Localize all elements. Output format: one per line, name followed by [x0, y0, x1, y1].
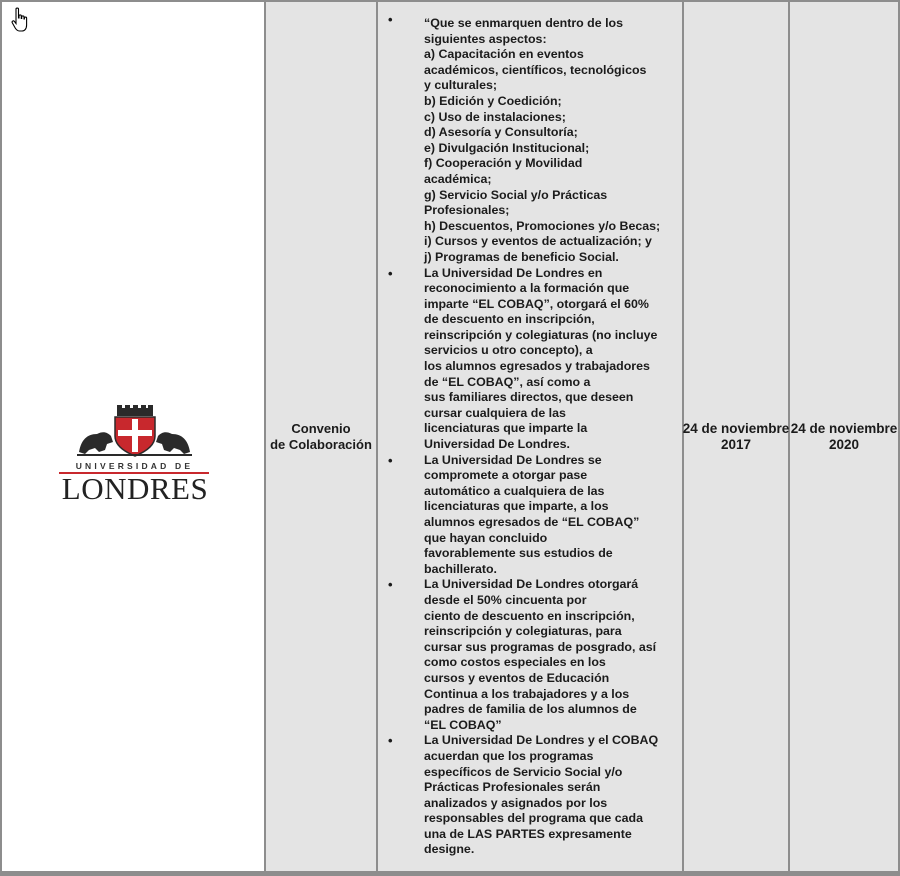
aspect-line: reinscripción y colegiaturas (no incluye	[424, 327, 658, 342]
aspect-line: • La Universidad De Londres se	[424, 452, 602, 467]
end-date-cell	[790, 2, 898, 871]
end-date-line: 24 de noviembre	[790, 420, 898, 436]
list-item	[378, 453, 682, 578]
aspect-line: b) Edición y Coedición;	[424, 93, 562, 108]
aspect-line: licenciaturas que imparte, a los	[424, 499, 609, 514]
aspect-line: académicos, científicos, tecnológicos	[424, 62, 647, 77]
university-crest-icon	[57, 404, 212, 460]
start-date-line: 24 de noviembre	[682, 420, 790, 436]
aspect-line: • “Que se enmarquen dentro de los	[424, 16, 623, 30]
aspect-line: Profesionales;	[424, 203, 510, 218]
aspect-line: servicios u otro concepto), a	[424, 343, 593, 358]
list-item	[378, 733, 682, 858]
aspect-line: g) Servicio Social y/o Prácticas	[424, 187, 608, 202]
aspect-line: los alumnos egresados y trabajadores	[424, 359, 650, 374]
aspect-line: cursar cualquiera de las	[424, 405, 566, 420]
aspect-line: c) Uso de instalaciones;	[424, 109, 566, 124]
aspect-line: alumnos egresados de “EL COBAQ”	[424, 515, 640, 529]
end-date-line: 2020	[828, 436, 860, 452]
aspect-line: imparte “EL COBAQ”, otorgará el 60%	[424, 296, 649, 311]
aspect-line: favorablemente sus estudios de	[424, 546, 613, 561]
logo-wordmark: LONDRES	[61, 471, 209, 506]
aspect-line: de “EL COBAQ”, así como a	[424, 374, 591, 389]
aspect-line: i) Cursos y eventos de actualización; y	[424, 234, 652, 249]
aspect-line: Continua a los trabajadores y a los	[424, 686, 630, 701]
university-logo	[57, 404, 212, 506]
aspect-line: desde el 50% cincuenta por	[424, 592, 587, 607]
aspect-line: e) Divulgación Institucional;	[424, 140, 590, 155]
agreement-type-line: de Colaboración	[270, 436, 372, 452]
aspect-line: Prácticas Profesionales serán	[424, 780, 601, 795]
aspect-line: sus familiares directos, que deseen	[424, 390, 634, 405]
aspect-line: “EL COBAQ”	[424, 717, 502, 732]
start-date-cell	[684, 2, 788, 871]
aspects-list	[378, 2, 682, 858]
aspect-line: que hayan concluido	[424, 530, 548, 545]
aspect-line: de descuento en inscripción,	[424, 312, 595, 327]
aspect-line: y culturales;	[424, 78, 497, 93]
aspect-line: licenciaturas que imparte la	[424, 421, 588, 436]
aspect-line: d) Asesoría y Consultoría;	[424, 125, 578, 140]
aspect-line: compromete a otorgar pase	[424, 468, 588, 483]
aspect-line: ciento de descuento en inscripción,	[424, 608, 635, 623]
university-label: UNIVERSIDAD DE	[75, 461, 194, 471]
logo-cell	[2, 2, 264, 871]
aspect-line: Universidad De Londres.	[424, 437, 570, 452]
aspect-line: • La Universidad De Londres en	[424, 265, 603, 280]
aspect-line: a) Capacitación en eventos	[424, 47, 584, 62]
aspect-line: j) Programas de beneficio Social.	[424, 249, 619, 264]
aspect-line: como costos especiales en los	[424, 655, 606, 670]
aspect-line: específicos de Servicio Social y/o	[424, 764, 623, 779]
aspect-line: reinscripción y colegiaturas, para	[424, 624, 622, 639]
aspect-line: automático a cualquiera de las	[424, 483, 605, 498]
start-date-line: 2017	[720, 436, 752, 452]
aspect-line: bachillerato.	[424, 561, 497, 576]
end-date	[791, 421, 898, 453]
aspect-line: siguientes aspectos:	[424, 31, 547, 46]
aspect-line: f) Cooperación y Movilidad	[424, 156, 583, 171]
aspect-line: cursos y eventos de Educación	[424, 670, 610, 685]
aspect-line: acuerdan que los programas	[424, 748, 594, 763]
aspect-line: designe.	[424, 842, 475, 857]
aspect-line: académica;	[424, 171, 492, 186]
start-date	[683, 421, 790, 453]
aspect-line: • La Universidad De Londres y el COBAQ	[424, 733, 659, 748]
aspect-line: responsables del programa que cada	[424, 811, 643, 826]
aspect-line: reconocimiento a la formación que	[424, 281, 630, 296]
aspect-line: h) Descuentos, Promociones y/o Becas;	[424, 218, 661, 233]
aspects-cell	[378, 2, 682, 871]
aspect-line: • La Universidad De Londres otorgará	[424, 577, 639, 592]
agreement-type-cell	[266, 2, 376, 871]
list-item	[378, 266, 682, 453]
agreement-type-line: Convenio	[291, 420, 351, 436]
hand-pointer-icon	[10, 7, 32, 35]
agreement-type	[270, 421, 372, 453]
aspect-line: cursar sus programas de posgrado, así	[424, 639, 657, 654]
aspect-line: analizados y asignados por los	[424, 795, 608, 810]
list-item	[378, 12, 682, 266]
aspect-line: padres de familia de los alumnos de	[424, 702, 637, 717]
aspect-line: una de LAS PARTES expresamente	[424, 826, 632, 841]
list-item	[378, 577, 682, 733]
